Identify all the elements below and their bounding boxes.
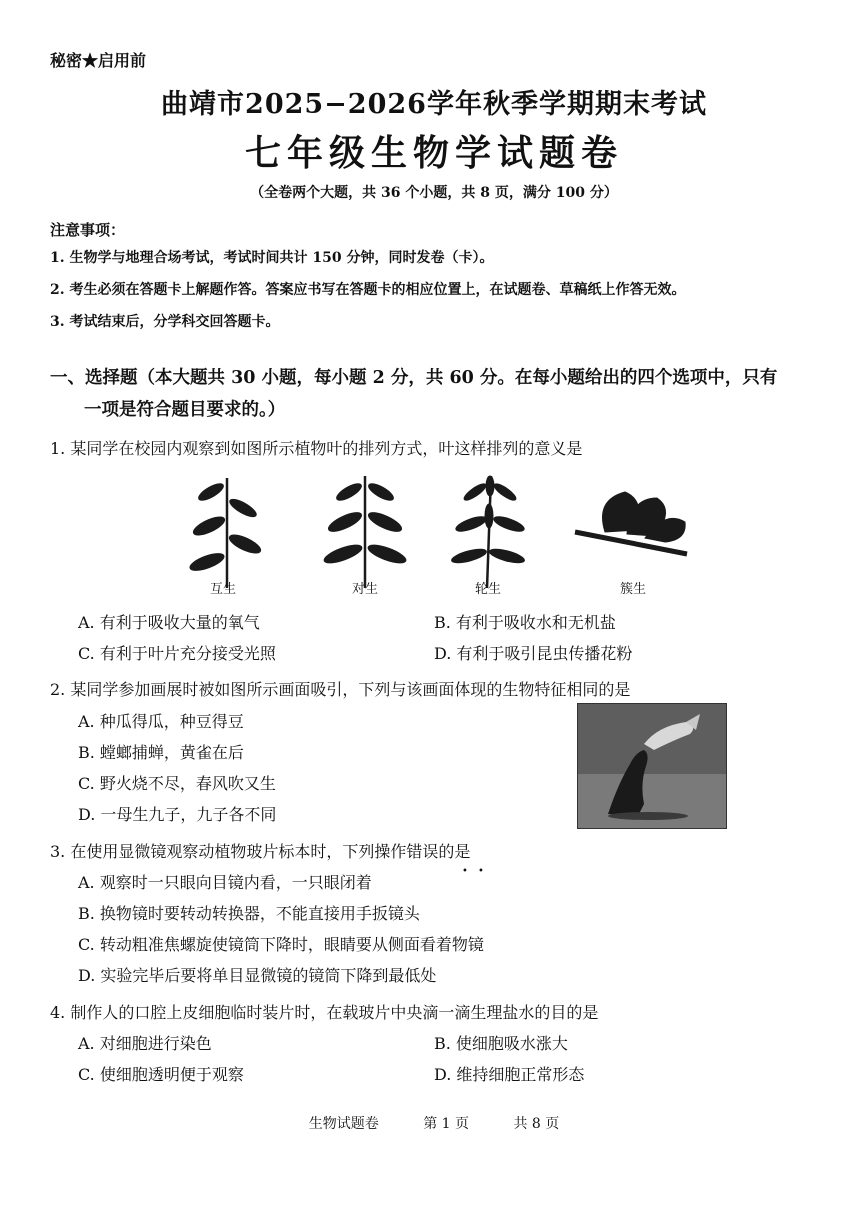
question-2-option-a: A. 种瓜得瓜，种豆得豆 — [78, 712, 244, 731]
question-1-option-d: D. 有利于吸引昆虫传播花粉 — [434, 644, 633, 663]
question-1-stem: 1. 某同学在校园内观察到如图所示植物叶的排列方式，叶这样排列的意义是 — [50, 439, 583, 458]
page-footer — [0, 1113, 868, 1133]
question-2-stem: 2. 某同学参加画展时被如图所示画面吸引，下列与该画面体现的生物特征相同的是 — [50, 680, 631, 699]
question-3-option-a: A. 观察时一只眼向目镜内看，一只眼闭着 — [78, 873, 372, 892]
notice-item-2: 2. 考生必须在答题卡上解题作答。答案应书写在答题卡的相应位置上，在试题卷、草稿纸上作答无效。 — [50, 282, 686, 298]
question-4-option-a: A. 对细胞进行染色 — [78, 1034, 212, 1053]
figure-label-opposite: 对生 — [352, 582, 379, 597]
section-heading-line1: 一、选择题（本大题共 30 小题，每小题 2 分，共 60 分。在每小题给出的四个选项中，只有 — [50, 368, 778, 388]
question-4-option-d: D. 维持细胞正常形态 — [434, 1065, 585, 1084]
question-3-option-d: D. 实验完毕后要将单目显微镜的镜筒下降到最低处 — [78, 966, 437, 985]
exam-title: 曲靖市2025−2026学年秋季学期期末考试 — [161, 89, 707, 120]
question-2-option-c: C. 野火烧不尽，春风吹又生 — [78, 774, 276, 793]
question-2-option-b: B. 螳螂捕蝉，黄雀在后 — [78, 743, 244, 762]
notice-item-3: 3. 考试结束后，分学科交回答题卡。 — [50, 314, 280, 330]
section-heading-line2: 一项是符合题目要求的。） — [84, 400, 286, 420]
whorled-leaf-plant-icon — [450, 476, 525, 588]
leaf-arrangement-figure — [175, 470, 705, 590]
figure-label-alternate: 互生 — [210, 582, 237, 597]
question-2-option-d: D. 一母生九子，九子各不同 — [78, 805, 277, 824]
figure-label-clustered: 簇生 — [620, 582, 647, 597]
paper-subtitle: （全卷两个大题，共 36 个小题，共 8 页，满分 100 分） — [250, 185, 618, 201]
question-1-option-a: A. 有利于吸收大量的氧气 — [78, 613, 260, 632]
notice-item-1: 1. 生物学与地理合场考试，考试时间共计 150 分钟，同时发卷（卡）。 — [50, 250, 494, 266]
question-4-option-c: C. 使细胞透明便于观察 — [78, 1065, 244, 1084]
question-3-option-c: C. 转动粗准焦螺旋使镜筒下降时，眼睛要从侧面看着物镜 — [78, 935, 484, 954]
question-3-option-b: B. 换物镜时要转动转换器，不能直接用手扳镜头 — [78, 904, 420, 923]
clustered-leaf-plant-icon — [575, 492, 687, 554]
section-heading — [50, 362, 840, 426]
emphasis-dot: • — [478, 866, 484, 877]
footer-total-pages: 共 8 页 — [513, 1116, 560, 1132]
question-1-option-c: C. 有利于叶片充分接受光照 — [78, 644, 276, 663]
question-1-option-b: B. 有利于吸收水和无机盐 — [434, 613, 616, 632]
question-3-stem: 3. 在使用显微镜观察动植物玻片标本时，下列操作错误的是 — [50, 842, 471, 861]
notice-heading: 注意事项： — [50, 221, 126, 239]
paper-title: 七年级生物学试题卷 — [244, 132, 623, 174]
question-4-stem: 4. 制作人的口腔上皮细胞临时装片时，在载玻片中央滴一滴生理盐水的目的是 — [50, 1003, 599, 1022]
figure-label-whorled: 轮生 — [475, 582, 502, 597]
emphasis-dot: • — [462, 866, 468, 877]
footer-subject: 生物试题卷 — [308, 1116, 379, 1132]
confidential-label: 秘密★启用前 — [50, 51, 147, 70]
question-4-option-b: B. 使细胞吸水涨大 — [434, 1034, 568, 1053]
cormorant-fish-photo — [577, 703, 727, 829]
alternate-leaf-plant-icon — [188, 478, 263, 588]
opposite-leaf-plant-icon — [322, 476, 408, 588]
footer-page-number: 第 1 页 — [423, 1116, 469, 1132]
